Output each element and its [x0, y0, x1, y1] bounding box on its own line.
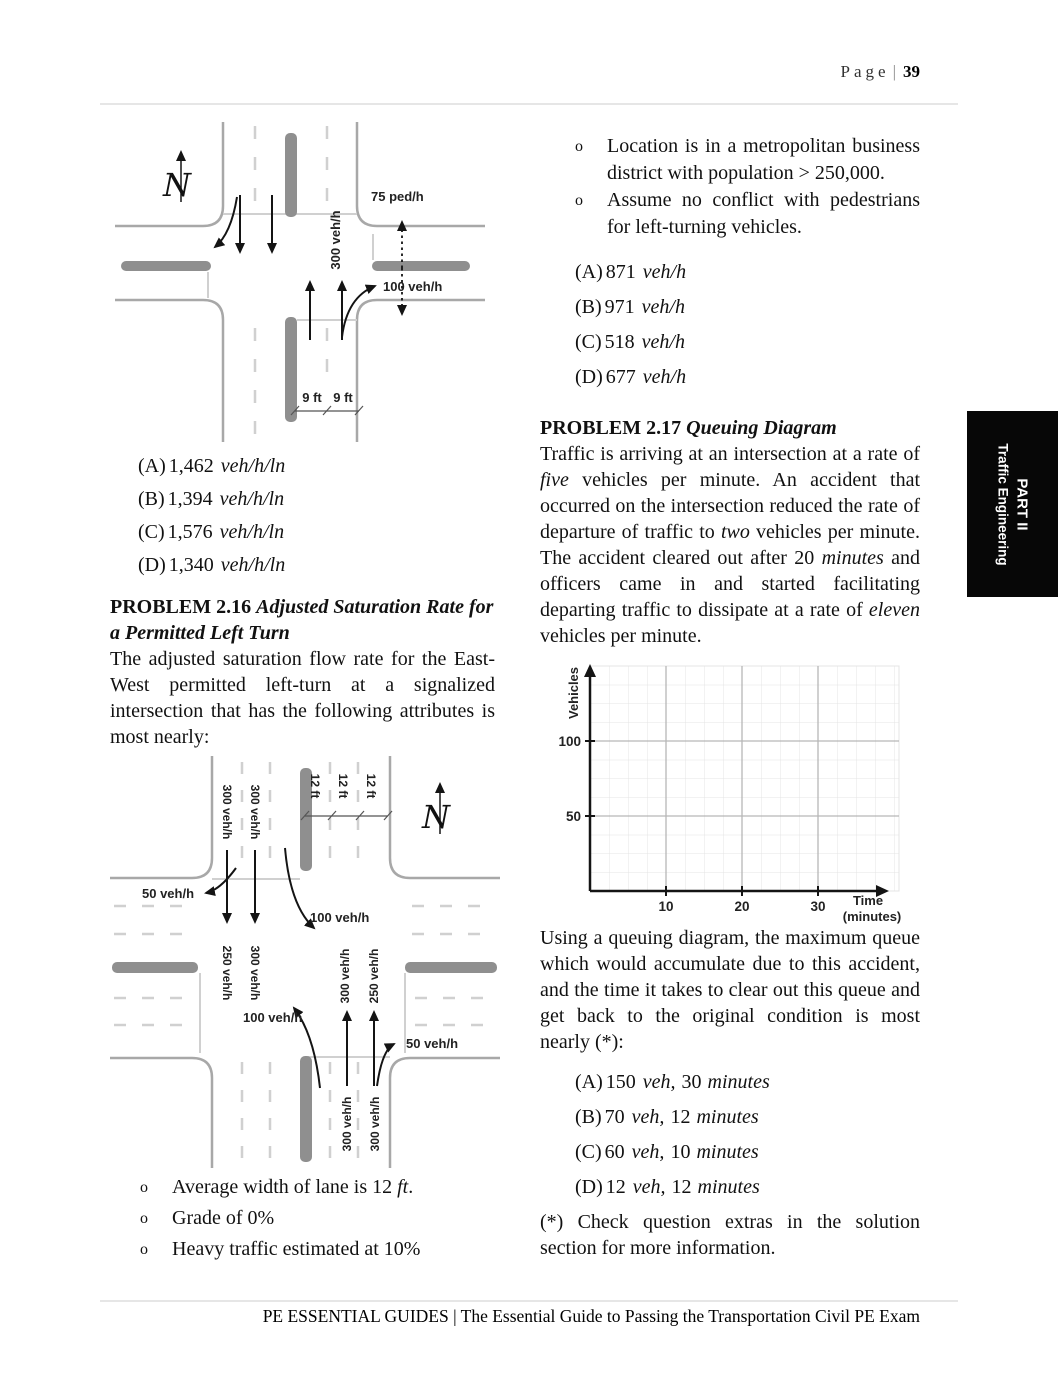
- y-axis-label: Vehicles: [566, 666, 581, 720]
- footnote: (*) Check question extras in the solution section for more information.: [540, 1211, 920, 1259]
- options-previous-problem: [138, 450, 495, 582]
- bullet-marker: o: [140, 1241, 148, 1258]
- option-row: (B) 971 veh/h: [575, 296, 685, 318]
- wb-right-turn-label: 50 veh/h: [142, 886, 195, 901]
- intersection-diagram-1: [115, 122, 485, 442]
- page-number-header: [841, 62, 920, 82]
- condition-bullets: [540, 133, 920, 241]
- north-label: N: [422, 798, 450, 836]
- option-row: (D) 677 veh/h: [575, 366, 687, 388]
- problem-217-number: PROBLEM 2.17: [540, 417, 687, 439]
- lane-width-label-2: 9 ft: [333, 390, 353, 405]
- option-row: (C) 60 veh, 10 minutes: [575, 1141, 759, 1163]
- part-title: Traffic Engineering: [995, 442, 1011, 566]
- x-tick-10: 10: [658, 899, 674, 914]
- lane-width-label-3: 12 ft: [364, 773, 378, 799]
- left-column: [110, 122, 495, 1265]
- grid-area: [590, 666, 899, 891]
- intersection-diagram-2: [110, 756, 500, 1168]
- x-tick-30: 30: [810, 899, 826, 914]
- sb-outbound-label-2: 300 veh/h: [248, 945, 262, 1001]
- bullet-item: o Average width of lane is 12 ft.: [140, 1172, 495, 1203]
- option-row: (A) 150 veh, 30 minutes: [575, 1071, 770, 1093]
- bullet-item: o Assume no conflict with pedestrians for left-turning vehicles.: [575, 187, 920, 241]
- options-problem-217: [575, 1065, 920, 1205]
- page-word: Page: [840, 62, 890, 81]
- problem-216-body: The adjusted saturation flow rate for the East-West permitted left-turn at a signalized intersection that has the following attributes is most nearly:: [110, 648, 495, 748]
- problem-216-number: PROBLEM 2.16: [110, 596, 257, 618]
- options-problem-216: [575, 255, 920, 395]
- option-row: (A) 871 veh/h: [575, 261, 687, 283]
- option-row: (B) 1,394 veh/h/ln: [138, 488, 285, 510]
- nb-outbound-label-1: 300 veh/h: [338, 948, 352, 1004]
- bullet-marker: o: [575, 192, 583, 209]
- dimension-12ft: [301, 811, 392, 820]
- nb-right-turn-label: 50 veh/h: [406, 1036, 459, 1051]
- bullet-marker: o: [140, 1210, 148, 1227]
- footer-rule: [100, 1300, 958, 1302]
- nb-outbound-label-2: 250 veh/h: [367, 948, 381, 1004]
- bullet-marker: o: [140, 1179, 148, 1196]
- bullet-item: o Location is in a metropolitan business district with population > 250,000.: [575, 133, 920, 187]
- bullet-marker: o: [575, 138, 583, 155]
- problem-216-bullets: [110, 1172, 495, 1265]
- x-axis-label-line1: Time: [852, 893, 884, 908]
- bullet-item: o Heavy traffic estimated at 10%: [140, 1234, 495, 1265]
- option-row: (D) 1,340 veh/h/ln: [138, 554, 286, 576]
- sb-inbound-label-2: 300 veh/h: [248, 784, 262, 840]
- y-tick-50: 50: [565, 809, 581, 824]
- nb-inbound-label-1: 300 veh/h: [340, 1096, 354, 1152]
- queuing-grid-chart: [548, 653, 948, 925]
- footer-text: PE ESSENTIAL GUIDES | The Essential Guide to Passing the Transportation Civil PE Exam: [262, 1306, 920, 1326]
- y-tick-100: 100: [558, 734, 581, 749]
- ped-volume-label: 75 ped/h: [371, 189, 424, 204]
- option-row: (D) 12 veh, 12 minutes: [575, 1176, 760, 1198]
- north-arrow: [162, 152, 192, 204]
- problem-217-body: Traffic is arriving at an intersection at a rate of five vehicles per minute. An accident that occurred on the intersection reduced the rate of departure of traffic to two vehicles per minute. The accident cleared out after 20 minutes and officers came in and started facilitating departing traffic to dissipate at a rate of eleven vehicles per minute.: [540, 443, 920, 647]
- through-volume-label: 300 veh/h: [328, 210, 343, 270]
- page-number: 39: [903, 62, 920, 81]
- nb-left-turn-label: 100 veh/h: [243, 1010, 303, 1025]
- sb-outbound-label-1: 250 veh/h: [220, 945, 234, 1001]
- sb-left-turn-label: 100 veh/h: [310, 910, 370, 925]
- problem-217-question: Using a queuing diagram, the maximum queue which would accumulate due to this accident, and the time it takes to clear out this queue and get back to the original condition is most nearly (*):: [540, 927, 920, 1053]
- lane-width-label-2: 12 ft: [336, 773, 350, 799]
- north-label: N: [163, 166, 191, 204]
- option-row: (B) 70 veh, 12 minutes: [575, 1106, 759, 1128]
- north-arrow: [421, 784, 451, 836]
- right-turn-volume-label: 100 veh/h: [383, 279, 443, 294]
- sb-inbound-label-1: 300 veh/h: [220, 784, 234, 840]
- header-rule: [100, 103, 958, 105]
- option-row: (C) 518 veh/h: [575, 331, 685, 353]
- option-row: (C) 1,576 veh/h/ln: [138, 521, 285, 543]
- problem-216-heading: [110, 594, 495, 646]
- part-label: PART II: [1013, 477, 1031, 531]
- bullet-item: o Grade of 0%: [140, 1203, 495, 1234]
- part-side-tab: [967, 411, 1058, 597]
- nb-inbound-label-2: 300 veh/h: [368, 1096, 382, 1152]
- x-axis-label-line2: (minutes): [842, 909, 902, 924]
- problem-217-title: Queuing Diagram: [686, 417, 837, 439]
- option-row: (A) 1,462 veh/h/ln: [138, 455, 286, 477]
- problem-217-heading: [540, 415, 920, 441]
- right-column: [540, 133, 920, 1261]
- x-tick-20: 20: [734, 899, 750, 914]
- dimension-9ft: [291, 406, 363, 415]
- problem-216-title: Adjusted Saturation Rate for a Permitted Left Turn: [110, 596, 494, 644]
- part-side-tab-text: [967, 411, 1058, 597]
- lane-width-label-1: 9 ft: [302, 390, 322, 405]
- lane-width-label-1: 12 ft: [308, 773, 322, 799]
- page-separator: |: [892, 62, 896, 81]
